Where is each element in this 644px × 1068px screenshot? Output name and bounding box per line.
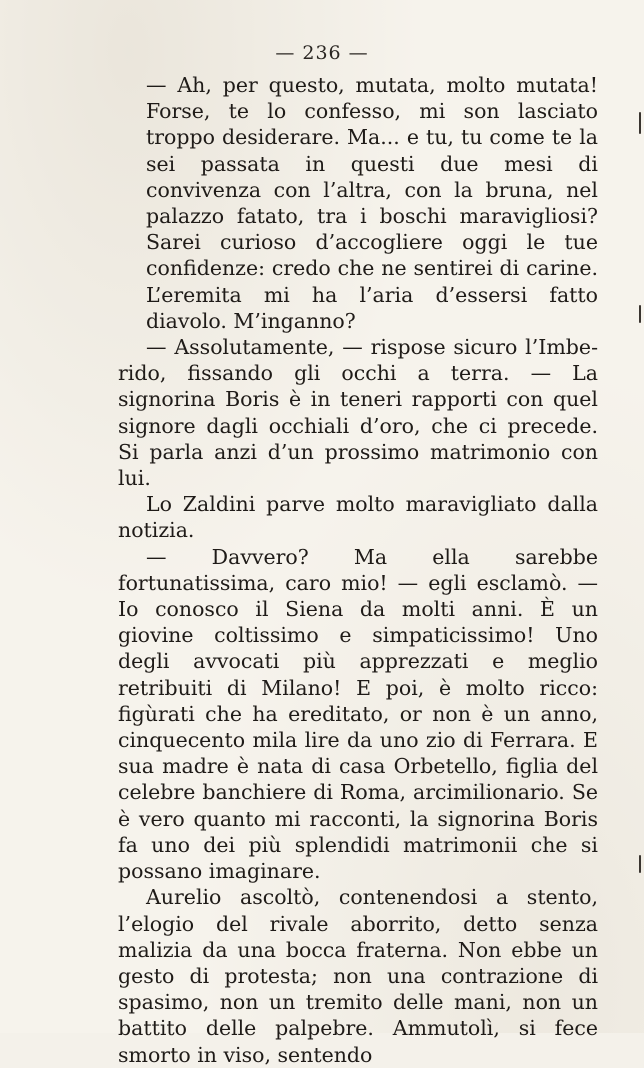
page-edge-mark [639, 112, 641, 134]
paragraph-1: — Ah, per questo, mutata, molto mutata! Forse, te lo confesso, mi son lasciato troppo desiderare. Ma... e tu, tu come te la sei passata in questi due mesi di convivenza con l’altra, con la bruna, nel palazzo fatato, tra i boschi maravigliosi? Sarei curioso d’accogliere oggi le tue confidenze: credo che ne sentirei di carine. L’eremita mi ha l’aria d’essersi fatto diavolo. M’inganno? [146, 73, 598, 333]
paragraph-4: — Davvero? Ma ella sarebbe fortunatissima, caro mio! — egli esclamò. — Io conosco il Siena da molti anni. È un giovine coltissimo e simpaticissimo! Uno degli avvocati più apprezzati e meglio retribuiti di Milano! E poi, è molto ricco: figùrati che ha ereditato, or non è un anno, cinquecento mila lire da uno zio di Ferrara. E sua madre è nata di casa Orbetello, figlia del celebre banchiere di Roma, arcimilionario. Se è vero quanto mi racconti, la signorina Boris fa uno dei più splendidi matrimonii che si possano imaginare. [118, 544, 598, 884]
page-number: — 236 — [275, 42, 369, 64]
body-text [118, 72, 598, 1068]
page-edge-mark [639, 855, 641, 873]
paragraph-3: Lo Zaldini parve molto maravigliato dalla notizia. [118, 492, 598, 543]
paragraph-2: — Assolutamente, — rispose sicuro l’Imberido, fissando gli occhi a terra. — La signorina Boris è in teneri rapporti con quel signore dagli occhiali d’oro, che ci precede. Si parla anzi d’un prossimo matrimonio con lui. [118, 335, 598, 491]
paragraph-5: Aurelio ascoltò, contenendosi a stento, l’elogio del rivale aborrito, detto senza malizia da una bocca fraterna. Non ebbe un gesto di protesta; non una contrazione di spasimo, non un tremito delle mani, non un battito delle palpebre. Ammutolì, si fece smorto in viso, sentendo [118, 885, 598, 1067]
page-edge-mark [639, 305, 641, 323]
